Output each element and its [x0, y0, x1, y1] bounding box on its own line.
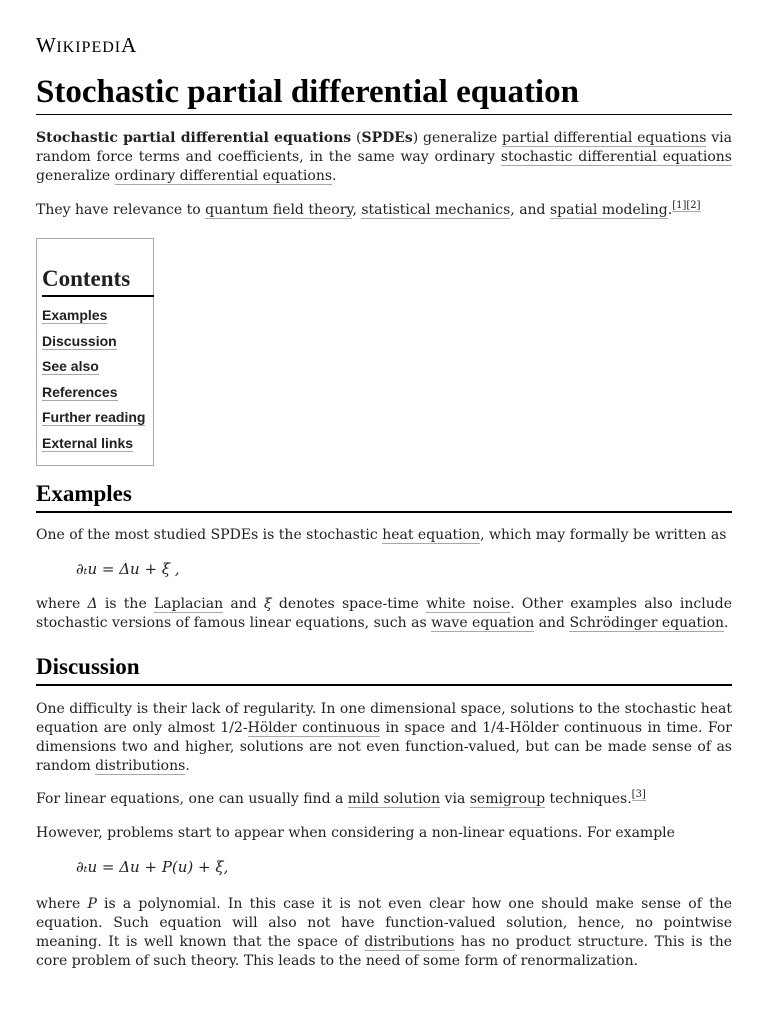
wordmark-initial: W [36, 33, 57, 57]
link-distributions[interactable]: distributions [95, 758, 186, 774]
toc-item-label: Discussion [42, 332, 117, 349]
intro-paragraph [36, 129, 732, 186]
link-white-noise[interactable]: white noise [426, 596, 511, 612]
link-stochastic-differential-equations[interactable]: stochastic differential equations [500, 149, 732, 165]
discussion-text-3: . [185, 758, 190, 774]
examples-paragraph-2 [36, 595, 732, 633]
intro-abbr: SPDEs [361, 130, 413, 146]
citation-1-link[interactable]: [1] [672, 200, 687, 211]
discussion-text-7: where [36, 896, 88, 912]
examples-text-8: and [534, 615, 570, 631]
discussion-text-2: in space and 1/4-Hölder continuous in time. For dimensions two and higher, solutions are not even function-valued, but can be made sense of as random [36, 720, 732, 774]
intro-term: Stochastic partial differential equations [36, 130, 352, 146]
examples-text-9: . [724, 615, 729, 631]
discussion-text-9: has no product structure. This is the core problem of such theory. This leads to the need of some form of renormalization. [36, 934, 732, 969]
wordmark-final: A [121, 33, 137, 57]
link-laplacian[interactable]: Laplacian [153, 596, 224, 612]
intro-text-1: ) generalize [412, 130, 503, 146]
toc-item-references[interactable] [42, 380, 148, 406]
relevance-text-2: , [352, 202, 362, 218]
citation-3-link[interactable]: [3] [631, 789, 646, 800]
link-heat-equation[interactable]: heat equation [382, 527, 481, 543]
intro-text-4: . [332, 168, 337, 184]
toc-item-label: References [42, 383, 118, 400]
heading-examples: Examples [36, 480, 732, 513]
toc-item-examples[interactable] [42, 303, 148, 329]
link-semigroup[interactable]: semigroup [469, 791, 546, 807]
xi-symbol: ξ [263, 596, 272, 612]
examples-text-4: is the [97, 596, 154, 612]
link-ordinary-differential-equations[interactable]: ordinary differential equations [114, 168, 333, 184]
page-title: Stochastic partial differential equation [36, 72, 732, 115]
discussion-paragraph-3: However, problems start to appear when considering a non-linear equations. For example [36, 825, 675, 841]
toc-item-external-links[interactable] [42, 431, 148, 457]
relevance-text-3: , and [510, 202, 550, 218]
discussion-text-1: One difficulty is their lack of regularity. In one dimensional space, solutions to the stochastic heat equation are only almost 1/2- [36, 701, 732, 736]
link-schrodinger-equation[interactable]: Schrödinger equation [569, 615, 725, 631]
link-mild-solution[interactable]: mild solution [347, 791, 441, 807]
discussion-paragraph-2 [36, 790, 732, 809]
citation-1[interactable] [672, 200, 686, 212]
toc-item-see-also[interactable] [42, 354, 148, 380]
relevance-text-1: They have relevance to [36, 202, 206, 218]
intro-text-3: generalize [36, 168, 115, 184]
link-partial-differential-equations[interactable]: partial differential equations [502, 130, 707, 146]
relevance-paragraph [36, 201, 732, 220]
examples-text-6: denotes space-time [271, 596, 427, 612]
discussion-text-8: is a polynomial. In this case it is not even clear how one should make sense of the equation. Such equation will also not have function-valued solution, hence, no pointwise meaning. It is well known that the space of [36, 896, 732, 950]
heading-discussion: Discussion [36, 653, 732, 686]
link-distributions-2[interactable]: distributions [364, 934, 455, 950]
delta-symbol: Δ [87, 596, 98, 612]
link-holder-continuous[interactable]: Hölder continuous [247, 720, 381, 736]
link-spatial-modeling[interactable]: spatial modeling [549, 202, 668, 218]
citation-3[interactable] [632, 789, 646, 801]
citation-2-link[interactable]: [2] [686, 200, 701, 211]
discussion-text-5: via [440, 791, 470, 807]
examples-text-5: and [223, 596, 264, 612]
toc-item-label: Further reading [42, 409, 146, 425]
link-quantum-field-theory[interactable]: quantum field theory [205, 202, 353, 218]
equation-heat: ∂ₜu = Δu + ξ , [76, 560, 180, 578]
relevance-text-4: . [667, 202, 673, 218]
citation-2[interactable] [686, 200, 700, 212]
examples-text-7: . Other examples also include stochastic versions of famous linear equations, such as [36, 596, 732, 631]
discussion-text-4: For linear equations, one can usually find a [36, 791, 348, 807]
intro-text-2: via random force terms and coefficients, in the same way ordinary [36, 130, 733, 165]
examples-text-1: One of the most studied SPDEs is the stochastic [36, 527, 383, 543]
toc-title: Contents [42, 265, 154, 297]
wikipedia-wordmark[interactable] [36, 33, 137, 57]
toc-item-label: See also [42, 358, 99, 374]
intro-text-0: ( [351, 130, 362, 146]
link-wave-equation[interactable]: wave equation [431, 615, 535, 631]
wordmark-middle: IKIPEDI [56, 39, 122, 56]
polynomial-symbol: P [87, 896, 97, 912]
toc-list [42, 303, 148, 456]
table-of-contents [36, 238, 154, 466]
examples-text-3: where [36, 596, 88, 612]
toc-item-further-reading[interactable] [42, 405, 148, 431]
examples-text-2: , which may formally be written as [480, 527, 727, 543]
discussion-paragraph-1 [36, 700, 732, 776]
equation-nonlinear: ∂ₜu = Δu + P(u) + ξ, [76, 858, 229, 876]
toc-item-discussion[interactable] [42, 329, 148, 355]
link-statistical-mechanics[interactable]: statistical mechanics [361, 202, 511, 218]
toc-item-label: Examples [42, 307, 108, 323]
discussion-text-6: techniques. [545, 791, 632, 807]
toc-item-label: External links [42, 434, 134, 451]
examples-paragraph-1 [36, 526, 732, 545]
discussion-paragraph-4 [36, 895, 732, 971]
